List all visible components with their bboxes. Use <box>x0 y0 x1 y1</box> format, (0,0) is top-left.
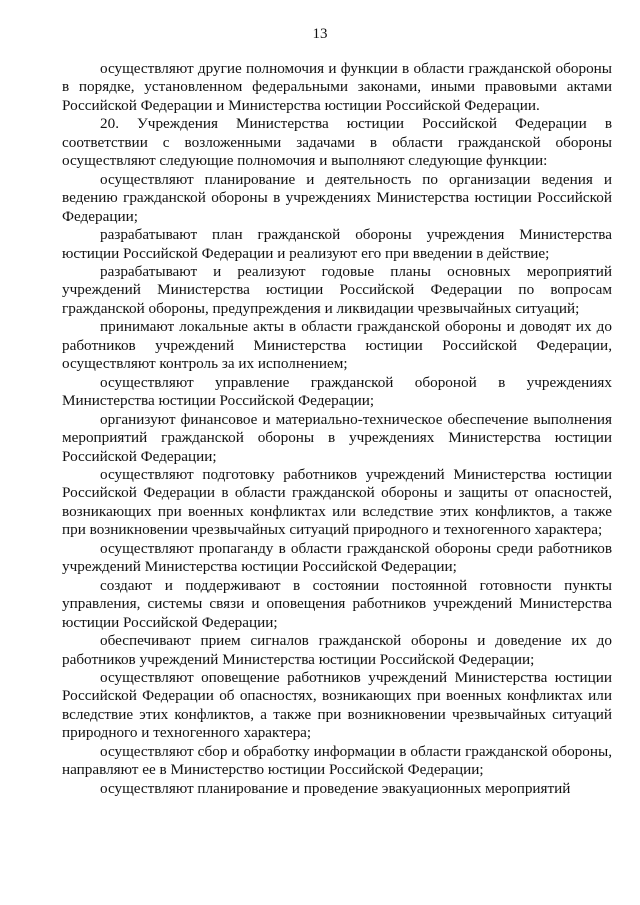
paragraph-management: осуществляют управление гражданской обороной в учреждениях Министерства юстиции Российской Федерации; <box>62 373 612 410</box>
paragraph-evacuation: осуществляют планирование и проведение эвакуационных мероприятий <box>100 779 571 797</box>
paragraph-annual-plans: разрабатывают и реализуют годовые планы основных мероприятий учреждений Министерства юстиции Российской Федерации по вопросам гражданской обороны, предупреждения и ликвидации чрезвычайных ситуаций; <box>62 262 612 317</box>
paragraph-information: осуществляют сбор и обработку информации в области гражданской обороны, направляют ее в Министерство юстиции Российской Федерации; <box>62 742 612 779</box>
page-number: 13 <box>312 26 328 42</box>
paragraph-propaganda: осуществляют пропаганду в области гражданской обороны среди работников учреждений Министерства юстиции Российской Федерации; <box>62 539 612 576</box>
paragraph-financing: организуют финансовое и материально-техническое обеспечение выполнения мероприятий гражданской обороны в учреждениях Министерства юстиции Российской Федерации; <box>62 410 612 465</box>
paragraph-develop-plan: разрабатывают план гражданской обороны учреждения Министерства юстиции Российской Федерации и реализуют его при введении в действие; <box>62 226 612 262</box>
paragraph-section-20: 20. Учреждения Министерства юстиции Российской Федерации в соответствии с возложенными задачами в области гражданской обороны осуществляют следующие полномочия и выполняют следующие функции: <box>62 115 612 170</box>
paragraph-control-points: создают и поддерживают в состоянии постоянной готовности пункты управления, системы связи и оповещения работников учреждений Министерства юстиции Российской Федерации; <box>62 576 612 631</box>
paragraph-continuation: осуществляют другие полномочия и функции в области гражданской обороны в порядке, установленном федеральными законами, иными правовыми актами Российской Федерации и Министерства юстиции Российской Федерации. <box>62 60 612 114</box>
paragraph-training: осуществляют подготовку работников учреждений Министерства юстиции Российской Федерации в области гражданской обороны и защиты от опасностей, возникающих при военных конфликтах или вследствие этих конфликтов, а также при возникновении чрезвычайных ситуаций природного и техногенного характера; <box>62 465 612 539</box>
paragraph-planning: осуществляют планирование и деятельность по организации ведения и ведению гражданской обороны в учреждениях Министерства юстиции Российской Федерации; <box>62 170 612 225</box>
paragraph-signals: обеспечивают прием сигналов гражданской обороны и доведение их до работников учреждений Министерства юстиции Российской Федерации; <box>62 632 612 668</box>
paragraph-local-acts: принимают локальные акты в области гражданской обороны и доводят их до работников учреждений Министерства юстиции Российской Федерации, осуществляют контроль за их исполнением; <box>62 318 612 373</box>
paragraph-notification: осуществляют оповещение работников учреждений Министерства юстиции Российской Федерации об опасностях, возникающих при военных конфликтах или вследствие этих конфликтов, а также при возникновении чрезвычайных ситуаций природного и техногенного характера; <box>62 668 612 742</box>
document-body <box>62 60 612 798</box>
